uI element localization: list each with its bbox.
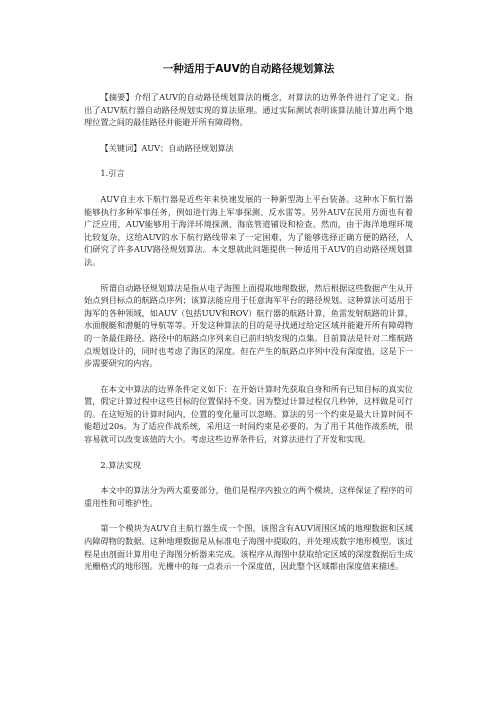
paragraph-intro-3: 在本文中算法的边界条件定义如下：在开始计算时先获取自身和所有已知目标的真实位置，假定计算过程中这些目标的位置保持不变。因为整过计算过程仅几秒钟，这样做是可行的。在这短短的计算时间内，位置的变化量可以忽略。算法的另一个约束是最大计算时间不能超过20s。为了适应作战系统，采用这一时间约束是必要的。为了用于其他作战系统，很容易就可以改变该值的大小。考虑这些边界条件后，对算法进行了开发和实现。 <box>84 383 413 445</box>
paragraph-intro-1: AUV自主水下航行器是近些年来快速发展的一种新型海上平台装备。这种水下航行器能够执行多种军事任务，例如进行海上军事探测、反水雷等。另外AUV在民用方面也有着广泛应用，AUV能够用于海洋环境探测、海底管道铺设和检查。然而，由于海洋地理环境比较复杂，这给AUV的水下航行路线带来了一定困难，为了能够选择正确方便的路径，人们研究了许多AUV路径规划算法。本文想就此问题提供一种适用于AUV的自动路径规划算法。 <box>84 193 413 267</box>
section-heading-introduction: 1.引言 <box>100 168 125 179</box>
spacer <box>84 509 413 522</box>
section-heading-implementation: 2.算法实现 <box>100 459 141 470</box>
spacer <box>84 370 413 383</box>
keywords: 【关键词】AUV；自动路径规划算法 <box>100 142 234 153</box>
spacer <box>84 446 413 459</box>
paragraph-impl-2: 第一个模块为AUV自主航行器生成一个图，该图含有AUV周围区域的地理数据和区域内障碍物的数据。这种地理数据是从标准电子海图中提取的，并处理成数字地形模型。该过程是由剖面计算用电子海图分析器来完成。该程序从海图中获取给定区域的深度数据后生成光栅格式的地形图。光栅中的每一点表示一个深度值，因此整个区域都由深度值来描述。 <box>84 523 413 572</box>
spacer <box>84 269 413 282</box>
paragraph-intro-2: 所谓自动路径规划算法是指从电子海图上面提取地理数据，然后根据这些数据产生从开始点到目标点的航路点序列；该算法能应用于任意海军平台的路径规划。这种算法可适用于海军的各种领域，如AUV（包括UUV和ROV）航行器的航路计算，鱼雷发射航路的计算，水面舰艇和潜艇的导航等等。开发这种算法的目的是寻找通过给定区域并能避开所有障碍物的一条最佳路径。路径中的航路点序列来自已前归纳发现的点集。目前算法是针对二维航路点规划设计的，同时也考虑了海区的深度。但在产生的航路点序列中没有深度值，这是下一步需要研究的内容。 <box>84 282 413 369</box>
spacer <box>84 154 413 167</box>
document-title: 一种适用于AUV的自动路径规划算法 <box>162 63 335 75</box>
abstract: 【摘要】介绍了AUV的自动路径规划算法的概念，对算法的边界条件进行了定义。指出了AUV航行器自动路径规划实现的算法原理。通过实际测试表明该算法能计算出两个地理位置之间的最佳路径并能避开所有障碍物。 <box>84 92 413 128</box>
spacer <box>84 129 413 142</box>
spacer <box>84 180 413 193</box>
spacer <box>84 471 413 484</box>
spacer <box>84 76 413 91</box>
paragraph-impl-1: 本文中的算法分为两大重要部分，他们是程序内独立的两个模块，这样保证了程序的可重用性和可维护性。 <box>84 485 413 508</box>
